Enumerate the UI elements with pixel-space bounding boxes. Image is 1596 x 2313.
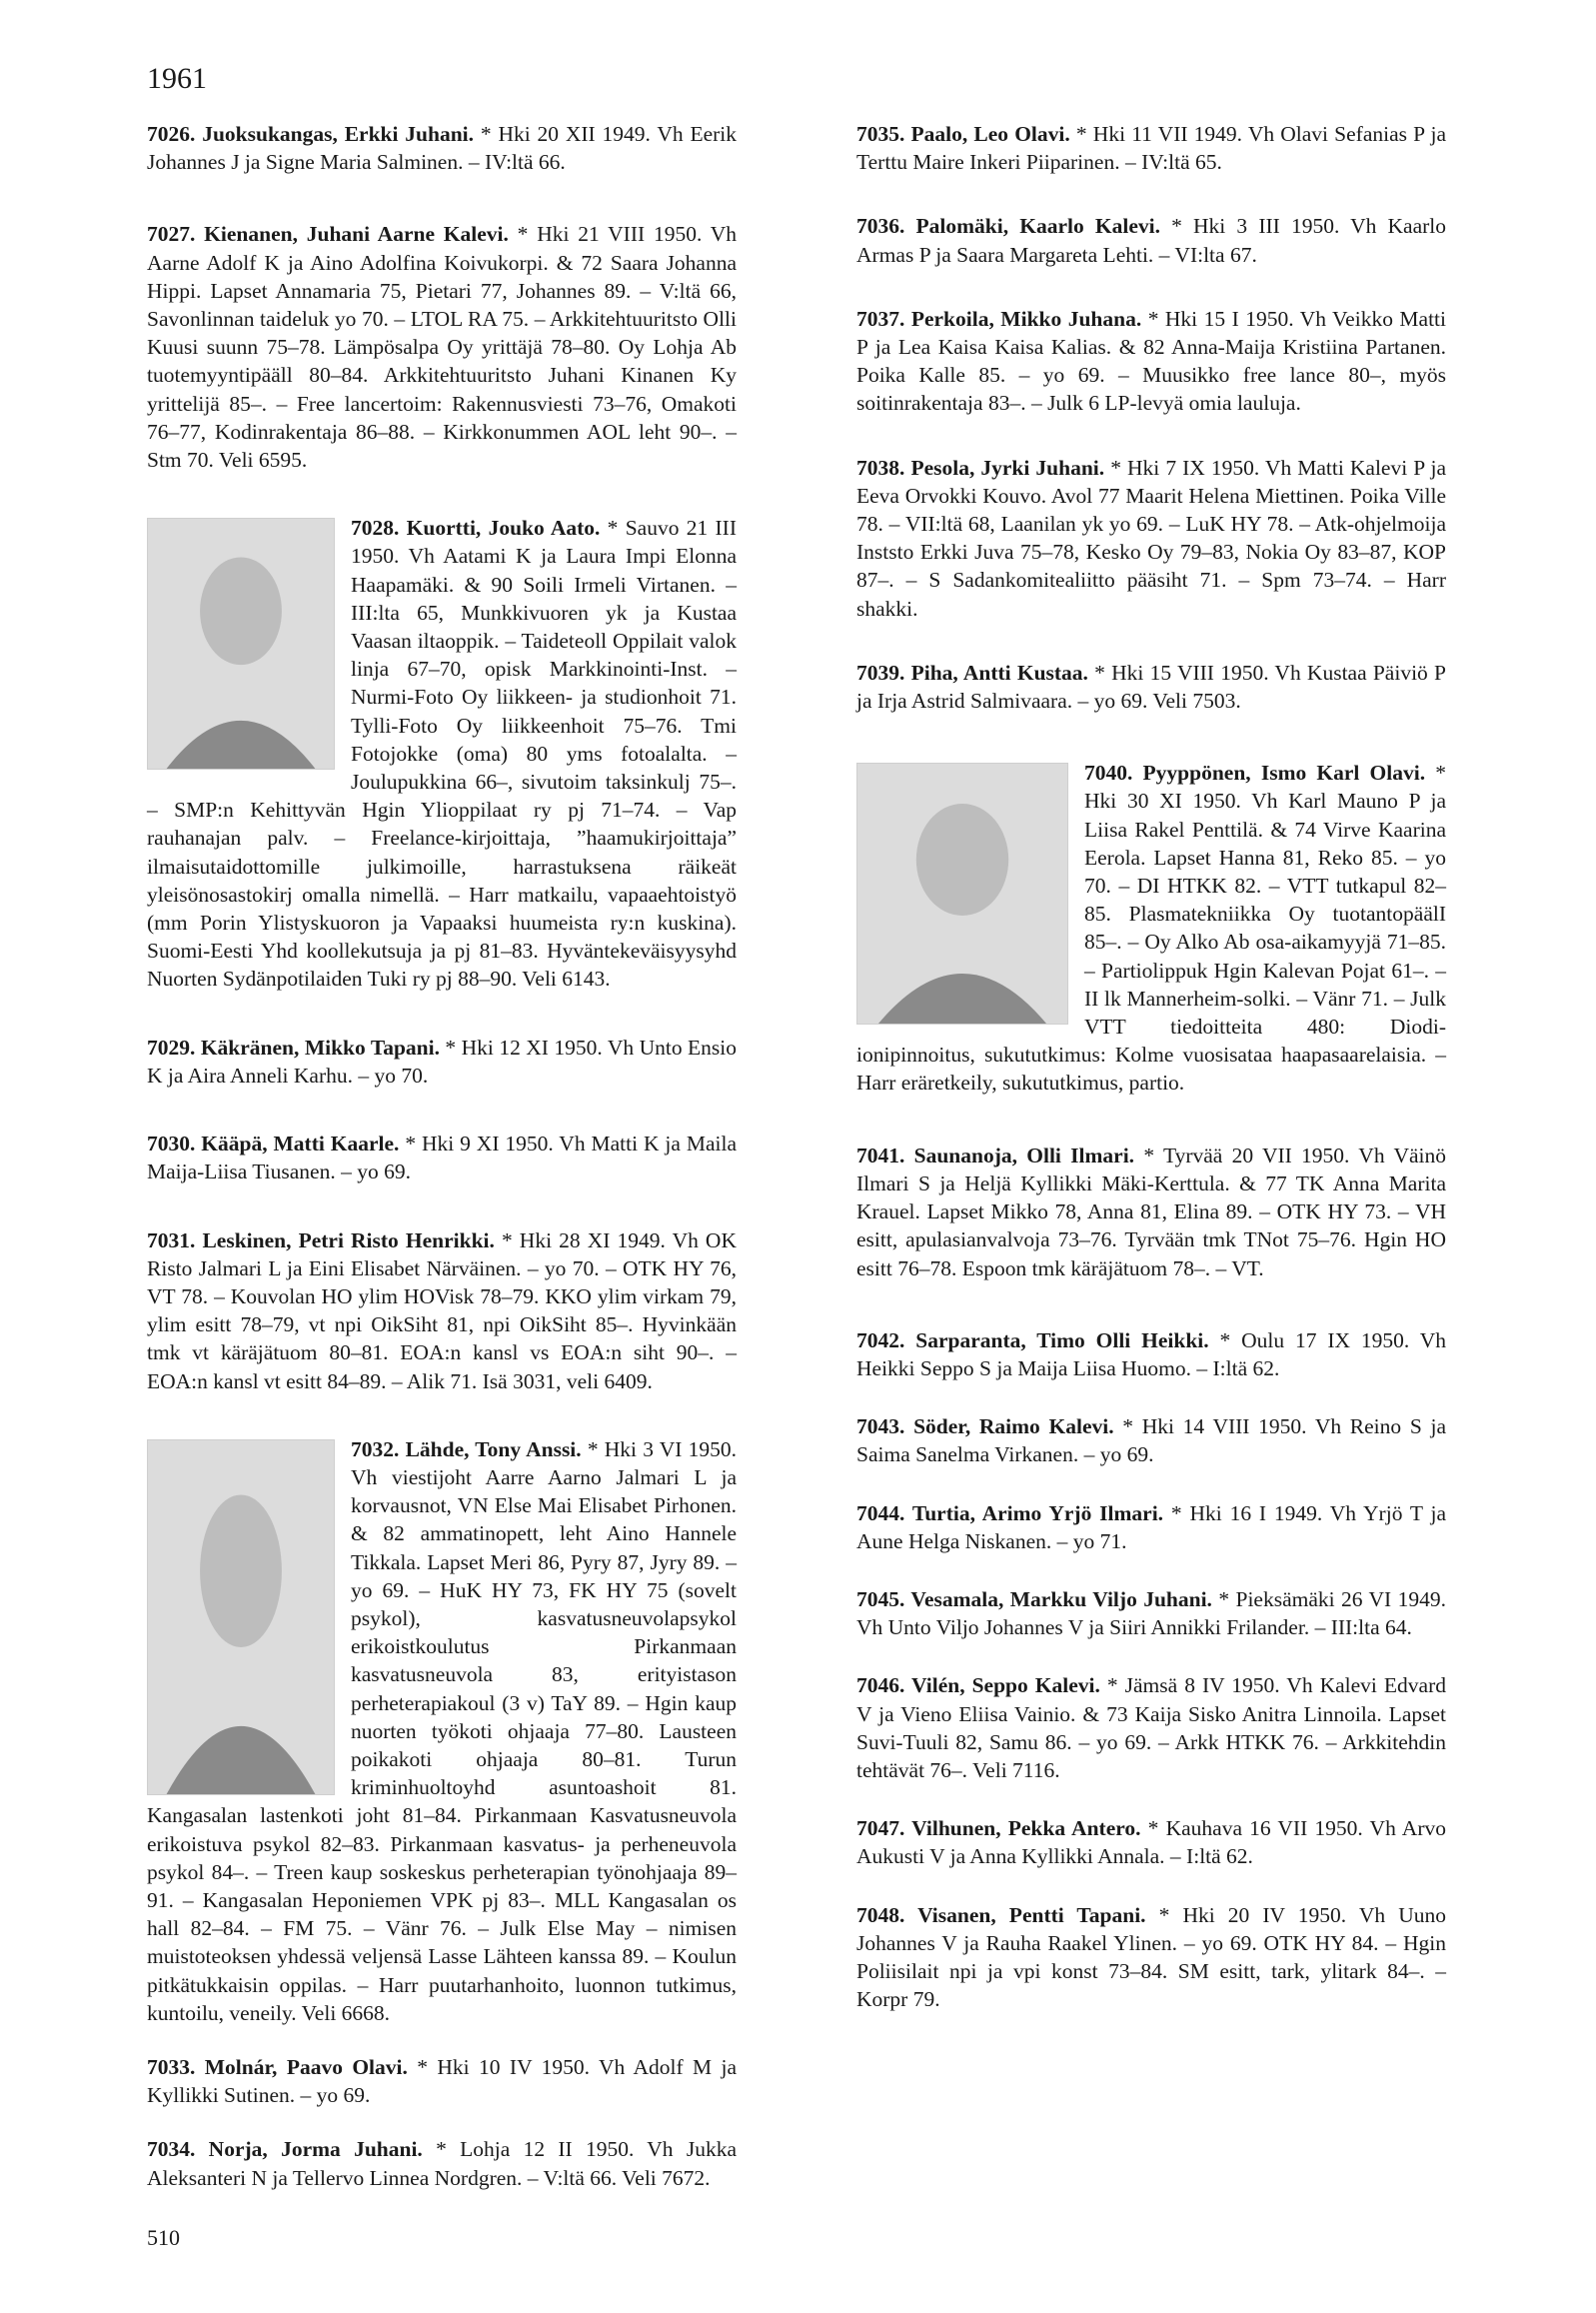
entry-name: Kääpä, Matti Kaarle. — [201, 1132, 400, 1156]
entry-text: * Lohja 12 II 1950. Vh Jukka Aleksanteri N ja Tellervo Linnea Nordgren. – V:ltä 66. Veli 7672. — [147, 2137, 737, 2190]
entry-number: 7035. — [856, 122, 911, 146]
entry-name: Kienanen, Juhani Aarne Kalevi. — [204, 222, 509, 247]
entry-text: * Hki 30 XI 1950. Vh Karl Mauno P ja Liisa Rakel Penttilä. & 74 Virve Kaarina Eerola. Lapset Hanna 81, Reko 85. – yo 70. – DI HTKK 82. – VTT tutkapul 82–85. Plasmatekniikka Oy tuotantopäälI 85–. – Oy Alko Ab osa-aikamyyjä 71–85. – Partiolippuk Hgin Kalevan Pojat 61–. – II lk Mannerheim-solki. – Vänr 71. – Julk VTT tiedoitteita 480: Diodi-ionipinnoitus, sukututkimus: Kolme vuosisataa haapasaarelaisia. – Harr eräretkeily, sukututkimus, partio. — [856, 761, 1447, 1096]
entry-name: Perkoila, Mikko Juhana. — [910, 306, 1142, 331]
entry-text: * Hki 3 VI 1950. Vh viestijoht Aarre Aarno Jalmari L ja korvausnot, VN Else Mai Elisabet Pirhonen. & 82 ammatinopett, leht Aino Hannele Tikkala. Lapset Meri 86, Pyry 87, Jyry 89. – yo 69. – HuK HY 73, FK HY 75 (sovelt psykol), kasvatusneuvolapsykol erikoistkoulutus Pirkanmaan kasvatusneuvola 83, erityistason perheterapiakoul (3 v) TaY 89. – Hgin kaup nuorten työkoti ohjaaja 77–80. Lausteen poikakoti ohjaaja 80–81. Turun kriminhuoltoyhd asuntoashoit 81. Kangasalan lastenkoti joht 81–84. Pirkanmaan Kasvatusneuvola erikoistuva psykol 82–83. Pirkanmaan kasvatus- ja perheneuvola psykol 84–. – Treen kaup soskeskus perheterapian työnohjaaja 89–91. – Kangasalan Heponiemen VPK pj 83–. MLL Kangasalan os hall 82–84. – FM 75. – Vänr 76. – Julk Else May – nimisen muistoteoksen yhdessä veljensä Lasse Lähteen kanssa 89. – Koulun pitkätukkaisin oppilas. – Harr puutarhanhoito, luonnon tutkimus, kuntoilu, veneily. Veli 6668. — [147, 1436, 737, 2025]
entry-7034 — [147, 2135, 737, 2191]
entry-number: 7043. — [856, 1414, 914, 1439]
entry-text: * Sauvo 21 III 1950. Vh Aatami K ja Laura Impi Elonna Haapamäki. & 90 Soili Irmeli Virtanen. – III:lta 65, Munkkivuoren yk ja Kustaa Vaasan iltaoppik. – Taideteoll Oppilait valok linja 67–70, opisk Markkinointi-Inst. – Nurmi-Foto Oy liikkeen- ja studionhoit 71. Tylli-Foto Oy liikkeenhoit 75–76. Tmi Fotojokke (oma) 80 yms fotoalalta. – Joulupukkina 66–, sivutoim taksinkulj 75–. – SMP:n Kehittyvän Hgin Ylioppilaat ry pj 71–74. – Vap rauhanajan palv. – Freelance-kirjoittaja, ”haamukirjoittaja” ilmaisutaidottomille julkimoille, harrastuksena räikeät yleisönosastokirj omalla nimellä. – Harr matkailu, vapaaehtoistyö (mm Porin Ylistyskuoron ja Vapaaksi huumeista ry:n kuskina). Suomi-Eesti Yhd koollekutsuja ja pj 81–83. Hyväntekeväisyysyhd Nuorten Sydänpotilaiden Tuki ry pj 88–90. Veli 6143. — [147, 516, 738, 992]
entry-number: 7026. — [147, 122, 203, 146]
entry-text: * Hki 16 I 1949. Vh Yrjö T ja Aune Helga Niskanen. – yo 71. — [856, 1500, 1446, 1553]
left-column — [147, 120, 737, 2192]
entry-7045 — [856, 1585, 1446, 1641]
entry-name: Vilhunen, Pekka Antero. — [911, 1816, 1141, 1841]
entry-7033 — [147, 2053, 737, 2109]
entry-name: Visanen, Pentti Tapani. — [917, 1902, 1146, 1927]
entry-number: 7040. — [1084, 761, 1143, 786]
entry-text: * Hki 21 VIII 1950. Vh Aarne Adolf K ja Aino Adolfina Koivukorpi. & 72 Saara Johanna Hippi. Lapset Annamaria 75, Pietari 77, Johannes 89. – V:ltä 66, Savonlinnan taideluk yo 70. – LTOL RA 75. – Arkkitehtuuritsto Olli Kuusi suunn 75–78. Lämpösalpa Oy yrittäjä 78–80. Oy Lohja Ab tuotemyyntipääll 80–84. Arkkitehtuuritsto Juhani Kinanen Ky yrittelijä 85–. – Free lancertoim: Rakennusviesti 73–76, Omakoti 76–77, Kodinrakentaja 86–88. – Kirkkonummen AOL leht 90–. – Stm 70. Veli 6595. — [147, 222, 737, 473]
portrait-7032 — [147, 1439, 335, 1795]
entry-name: Paalo, Leo Olavi. — [910, 122, 1070, 146]
entry-text: * Hki 9 XI 1950. Vh Matti K ja Maila Maija-Liisa Tiusanen. – yo 69. — [147, 1132, 737, 1184]
entry-name: Lähde, Tony Anssi. — [405, 1436, 582, 1461]
entry-text: * Hki 10 IV 1950. Vh Adolf M ja Kyllikki Sutinen. – yo 69. — [147, 2054, 738, 2108]
entry-name: Kuortti, Jouko Aato. — [406, 516, 601, 541]
entry-number: 7029. — [147, 1035, 201, 1060]
entry-name: Palomäki, Kaarlo Kalevi. — [915, 214, 1160, 239]
entry-number: 7047. — [856, 1816, 912, 1841]
entry-text: * Hki 12 XI 1950. Vh Unto Ensio K ja Aira Anneli Karhu. – yo 70. — [147, 1035, 737, 1088]
entry-number: 7037. — [856, 306, 911, 331]
entry-text: * Hki 15 VIII 1950. Vh Kustaa Päiviö P ja Irja Astrid Salmivaara. – yo 69. Veli 7503. — [856, 660, 1446, 714]
entry-number: 7028. — [351, 516, 407, 541]
entry-text: * Hki 15 I 1950. Vh Veikko Matti P ja Lea Kaisa Kaisa Kalias. & 82 Anna-Maija Kristiina Partanen. Poika Kalle 85. – yo 69. – Muusikko free lance 80–, myös soitinrakentaja 83–. – Julk 6 LP-levyä omia lauluja. — [856, 306, 1446, 416]
portrait-7040 — [856, 763, 1068, 1025]
entry-text: * Pieksämäki 26 VI 1949. Vh Unto Viljo Johannes V ja Siiri Annikki Frilander. – III:lta 64. — [856, 1586, 1446, 1640]
entry-name: Vilén, Seppo Kalevi. — [911, 1673, 1100, 1698]
entry-7029 — [147, 1034, 737, 1090]
entry-number: 7033. — [147, 2054, 205, 2079]
entry-7048 — [856, 1901, 1446, 2014]
entry-7047 — [856, 1814, 1446, 1870]
entry-text: * Hki 14 VIII 1950. Vh Reino S ja Saima Sanelma Virkanen. – yo 69. — [856, 1414, 1446, 1467]
entry-text: * Hki 20 IV 1950. Vh Uuno Johannes V ja Rauha Raakel Ylinen. – yo 69. OTK HY 84. – Hgin Poliisilait npi ja vpi konst 73–84. SM esitt, tark, ylitark 84–. – Korpr 79. — [856, 1902, 1446, 2012]
portrait-7028 — [147, 518, 335, 770]
entry-name: Turtia, Arimo Yrjö Ilmari. — [911, 1500, 1164, 1525]
page-year: 1961 — [147, 62, 207, 95]
right-column — [856, 120, 1446, 2013]
entry-name: Piha, Antti Kustaa. — [910, 660, 1088, 685]
entry-number: 7032. — [351, 1436, 406, 1461]
entry-7035 — [856, 120, 1446, 176]
entry-name: Söder, Raimo Kalevi. — [913, 1414, 1114, 1439]
entry-name: Saunanoja, Olli Ilmari. — [913, 1143, 1135, 1167]
entry-7032 — [147, 1435, 737, 2027]
entry-name: Juoksukangas, Erkki Juhani. — [202, 122, 475, 146]
entry-number: 7034. — [147, 2137, 209, 2162]
entry-7028 — [147, 514, 737, 993]
entry-name: Pyyppönen, Ismo Karl Olavi. — [1142, 761, 1426, 786]
entry-text: * Oulu 17 IX 1950. Vh Heikki Seppo S ja Maija Liisa Huomo. – I:ltä 62. — [856, 1327, 1447, 1380]
entry-number: 7031. — [147, 1227, 203, 1252]
entry-name: Vesamala, Markku Viljo Juhani. — [910, 1586, 1212, 1611]
entry-7041 — [856, 1142, 1446, 1282]
entry-text: * Jämsä 8 IV 1950. Vh Kalevi Edvard V ja Vieno Eliisa Vainio. & 73 Kaija Sisko Anitra Linnoila. Lapset Suvi-Tuuli 82, Samu 86. – yo 69. – Arkk HTKK 76. – Arkkitehdin tehtävät 76–. Veli 7116. — [856, 1673, 1446, 1782]
entry-7031 — [147, 1226, 737, 1395]
entry-number: 7046. — [856, 1673, 912, 1698]
entry-7040 — [856, 759, 1446, 1097]
entry-7036 — [856, 212, 1446, 268]
entry-text: * Hki 20 XII 1949. Vh Eerik Johannes J ja Signe Maria Salminen. – IV:ltä 66. — [147, 122, 738, 175]
entry-name: Molnár, Paavo Olavi. — [204, 2054, 408, 2079]
entry-7044 — [856, 1499, 1446, 1555]
entry-number: 7044. — [856, 1500, 912, 1525]
entry-name: Käkränen, Mikko Tapani. — [200, 1035, 440, 1060]
entry-text: * Hki 7 IX 1950. Vh Matti Kalevi P ja Eeva Orvokki Kouvo. Avol 77 Maarit Helena Miettinen. Poika Ville 78. – VII:ltä 68, Laanilan yk yo 69. – LuK HY 78. – Atk-ohjelmoija Inststo Erkki Juva 75–78, Kesko Oy 79–83, Nokia Oy 83–87, KOP 87–. – S Sadankomitealiitto pääsiht 71. – Spm 73–74. – Harr shakki. — [856, 455, 1446, 621]
entry-name: Sarparanta, Timo Olli Heikki. — [915, 1327, 1209, 1352]
entry-text: * Tyrvää 20 VII 1950. Vh Väinö Ilmari S ja Heljä Kyllikki Mäki-Kerttula. & 77 TK Anna Marita Krauel. Lapset Mikko 78, Anna 81, Elina 89. – OTK HY 73. – VH esitt, apulasianvalvoja 73–76. Tyrvään tmk TNot 75–76. Hgin HO esitt 76–78. Espoon tmk käräjätuom 78–. – VT. — [856, 1143, 1446, 1280]
entry-7030 — [147, 1130, 737, 1185]
entry-number: 7045. — [856, 1586, 911, 1611]
entry-7027 — [147, 220, 737, 474]
entry-7042 — [856, 1326, 1446, 1382]
entry-number: 7036. — [856, 214, 916, 239]
entry-7039 — [856, 659, 1446, 715]
entry-number: 7038. — [856, 455, 911, 480]
entry-number: 7041. — [856, 1143, 914, 1167]
entry-text: * Kauhava 16 VII 1950. Vh Arvo Aukusti V ja Anna Kyllikki Annala. – I:ltä 62. — [856, 1816, 1446, 1869]
entry-number: 7027. — [147, 222, 205, 247]
page-number: 510 — [147, 2225, 180, 2250]
entry-text: * Hki 11 VII 1949. Vh Olavi Sefanias P ja Terttu Maire Inkeri Piiparinen. – IV:ltä 65. — [856, 122, 1446, 175]
entry-7043 — [856, 1412, 1446, 1468]
entry-name: Norja, Jorma Juhani. — [208, 2137, 423, 2162]
entry-number: 7030. — [147, 1132, 202, 1156]
entry-7037 — [856, 305, 1446, 418]
entry-number: 7042. — [856, 1327, 916, 1352]
entry-7026 — [147, 120, 737, 176]
entry-text: * Hki 3 III 1950. Vh Kaarlo Armas P ja Saara Margareta Lehti. – VI:lta 67. — [856, 214, 1446, 267]
entry-7046 — [856, 1671, 1446, 1784]
entry-name: Leskinen, Petri Risto Henrikki. — [202, 1227, 495, 1252]
entry-number: 7048. — [856, 1902, 918, 1927]
entry-number: 7039. — [856, 660, 911, 685]
entry-text: * Hki 28 XI 1949. Vh OK Risto Jalmari L ja Eini Elisabet Närväinen. – yo 70. – OTK HY 76, VT 78. – Kouvolan HO ylim HOVisk 78–79. KKO ylim virkam 79, ylim esitt 78–79, vt npi OikSiht 81, npi OikSiht 85–. Hyvinkään tmk vt käräjätuom 80–81. EOA:n kansl vs EOA:n siht 90–. – EOA:n kansl vt esitt 84–89. – Alik 71. Isä 3031, veli 6409. — [147, 1227, 737, 1393]
entry-name: Pesola, Jyrki Juhani. — [910, 455, 1105, 480]
entry-7038 — [856, 454, 1446, 623]
